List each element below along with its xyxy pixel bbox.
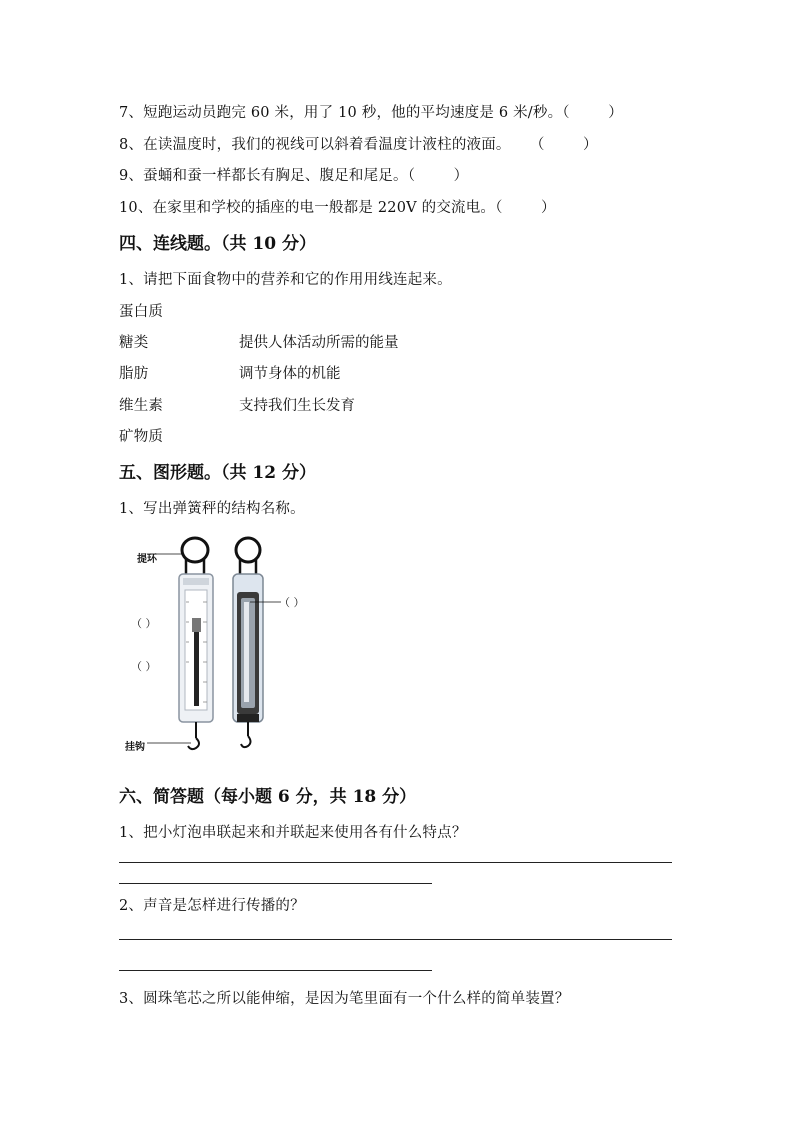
function-item: 提供人体活动所需的能量	[239, 335, 399, 351]
nutrient-item: 维生素	[119, 398, 164, 414]
question-7: 7、短跑运动员跑完 60 米，用了 10 秒，他的平均速度是 6 米/秒。（ ）	[119, 105, 623, 121]
answer-line	[119, 862, 672, 863]
section-4-title: 四、连线题。（共 10 分）	[119, 234, 316, 254]
spring-scale-figure	[119, 532, 349, 760]
hook-label: 挂钩	[125, 742, 145, 753]
blank-scale: （ ）	[131, 660, 157, 673]
question-10: 10、在家里和学校的插座的电一般都是 220V 的交流电。（ ）	[119, 200, 556, 216]
answer-line	[119, 970, 432, 971]
section-5-title: 五、图形题。（共 12 分）	[119, 463, 316, 483]
function-item: 调节身体的机能	[239, 366, 341, 382]
question-9: 9、蚕蛹和蚕一样都长有胸足、腹足和尾足。（ ）	[119, 168, 469, 184]
question-8: 8、在读温度时，我们的视线可以斜着看温度计液柱的液面。 （ ）	[119, 137, 598, 153]
blank-pointer: （ ）	[131, 617, 157, 630]
section-6-title: 六、简答题（每小题 6 分，共 18 分）	[119, 787, 417, 807]
nutrient-item: 糖类	[119, 335, 149, 351]
section-6-question-2: 2、声音是怎样进行传播的？	[119, 898, 305, 914]
answer-line	[119, 883, 432, 884]
section-6-question-1: 1、把小灯泡串联起来和并联起来使用各有什么特点？	[119, 825, 467, 841]
nutrient-item: 矿物质	[119, 429, 164, 445]
blank-spring: （ ）	[279, 596, 305, 609]
nutrient-item: 蛋白质	[119, 304, 164, 320]
ring-icon	[182, 538, 208, 562]
nutrient-item: 脂肪	[119, 366, 149, 382]
answer-line	[119, 939, 672, 940]
function-item: 支持我们生长发育	[239, 398, 355, 414]
ring-label: 提环	[137, 554, 157, 565]
section-5-question-1: 1、写出弹簧秤的结构名称。	[119, 501, 305, 517]
section-6-question-3: 3、圆珠笔芯之所以能伸缩，是因为笔里面有一个什么样的简单装置？	[119, 991, 570, 1007]
section-4-question-1: 1、请把下面食物中的营养和它的作用用线连起来。	[119, 272, 452, 288]
hook-icon	[188, 738, 199, 749]
